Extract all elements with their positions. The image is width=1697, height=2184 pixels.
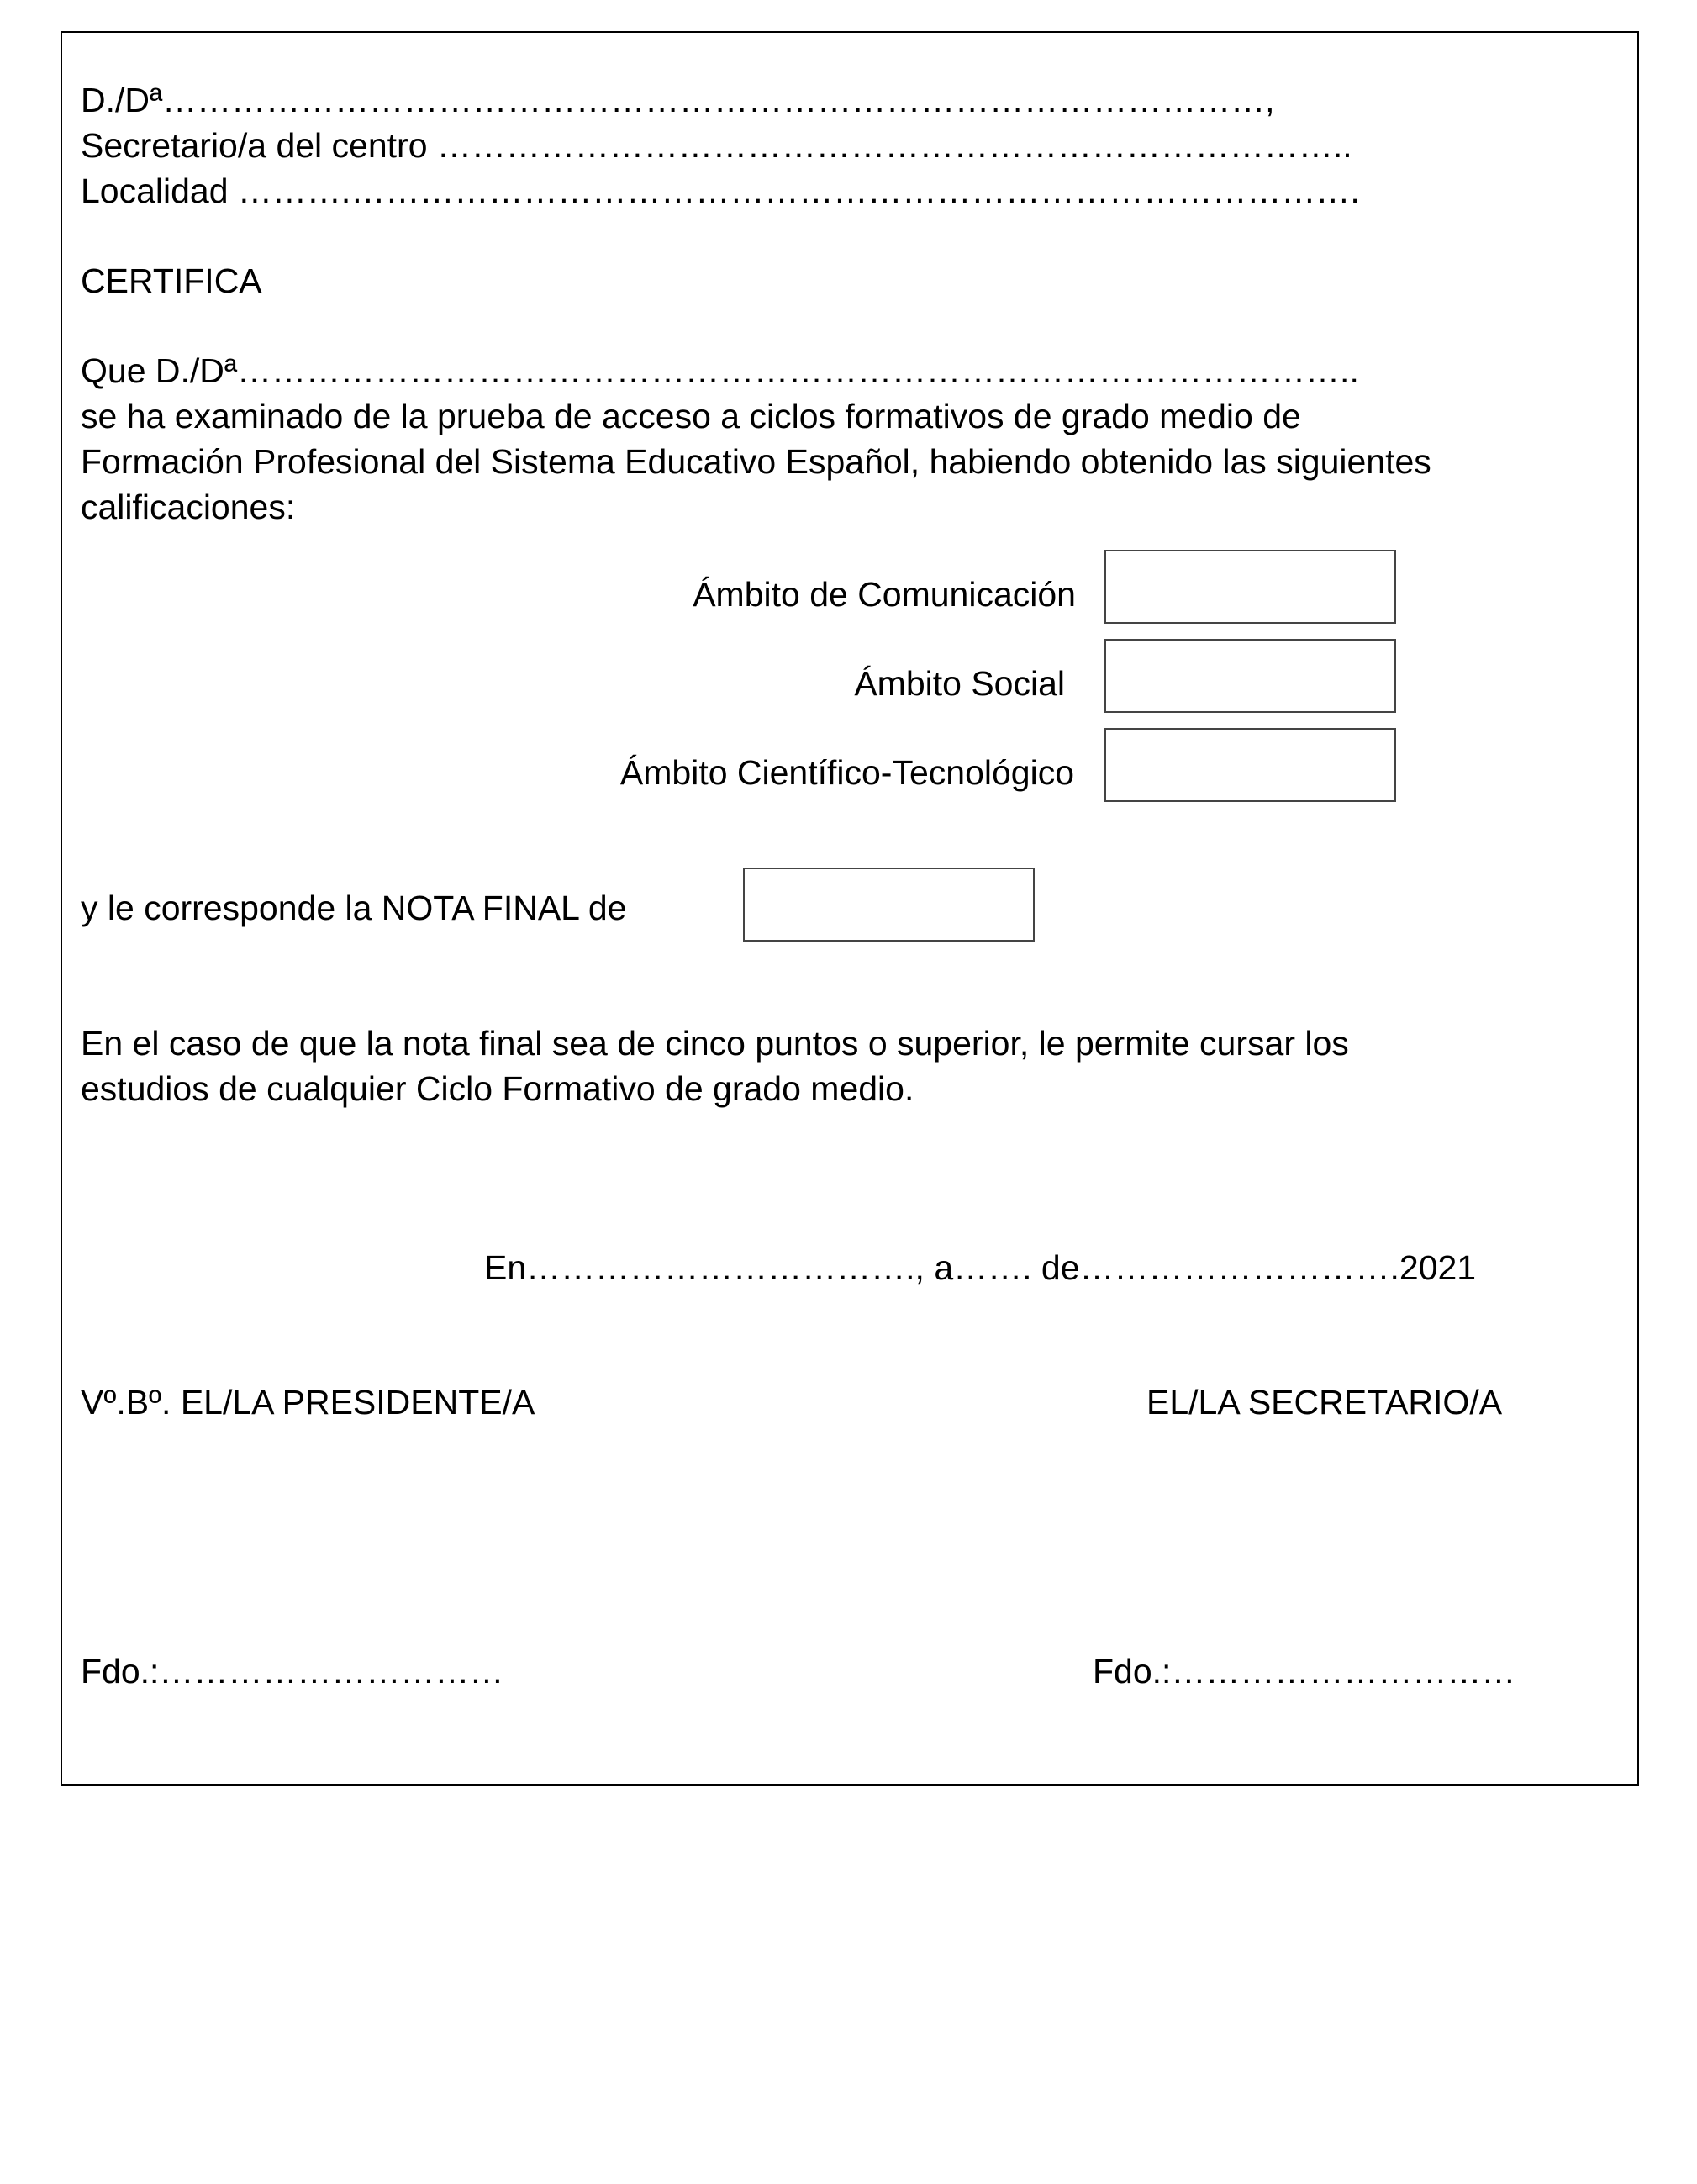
- date-line: En……………………………., a……. de……………………….2021: [484, 1248, 1477, 1287]
- grade-label-cientifico: Ámbito Científico-Tecnológico: [619, 753, 1074, 792]
- grade-box-social[interactable]: [1104, 639, 1396, 713]
- body-paragraph: [81, 348, 1610, 530]
- header-block: [81, 77, 1610, 214]
- locality-line: Localidad ……….…………………………………………………………………………….: [81, 171, 1360, 210]
- grade-box-comunicacion[interactable]: [1104, 550, 1396, 624]
- student-name-line: Que D./Dª……………………………………………………………………………………..: [81, 351, 1359, 390]
- note-line: En el caso de que la nota final sea de cinco puntos o superior, le permite cursar los: [81, 1024, 1349, 1063]
- secretary-title: EL/LA SECRETARIO/A: [1146, 1383, 1503, 1422]
- final-grade-label: y le corresponde la NOTA FINAL de: [81, 889, 627, 927]
- body-line: Formación Profesional del Sistema Educativo Español, habiendo obtenido las siguientes: [81, 442, 1431, 481]
- grade-label-social: Ámbito Social: [854, 664, 1065, 703]
- president-title: Vº.Bº. EL/LA PRESIDENTE/A: [81, 1383, 535, 1422]
- note-line: estudios de cualquier Ciclo Formativo de grado medio.: [81, 1069, 914, 1108]
- secretary-line: Secretario/a del centro ……………………………………………………………………..: [81, 126, 1352, 165]
- note-paragraph: [81, 1021, 1610, 1111]
- president-signature-line: Fdo.:…………………………: [81, 1652, 504, 1691]
- name-line: D./Dª……………………………………………………………………………………,: [81, 81, 1275, 119]
- body-line: se ha examinado de la prueba de acceso a ciclos formativos de grado medio de: [81, 397, 1301, 435]
- grade-label-comunicacion: Ámbito de Comunicación: [693, 575, 1076, 614]
- body-line: calificaciones:: [81, 488, 296, 526]
- secretary-signature-line: Fdo.:…………………………: [1093, 1652, 1516, 1691]
- grade-box-cientifico[interactable]: [1104, 728, 1396, 802]
- final-grade-box[interactable]: [743, 868, 1035, 942]
- certifica-heading: CERTIFICA: [81, 261, 262, 300]
